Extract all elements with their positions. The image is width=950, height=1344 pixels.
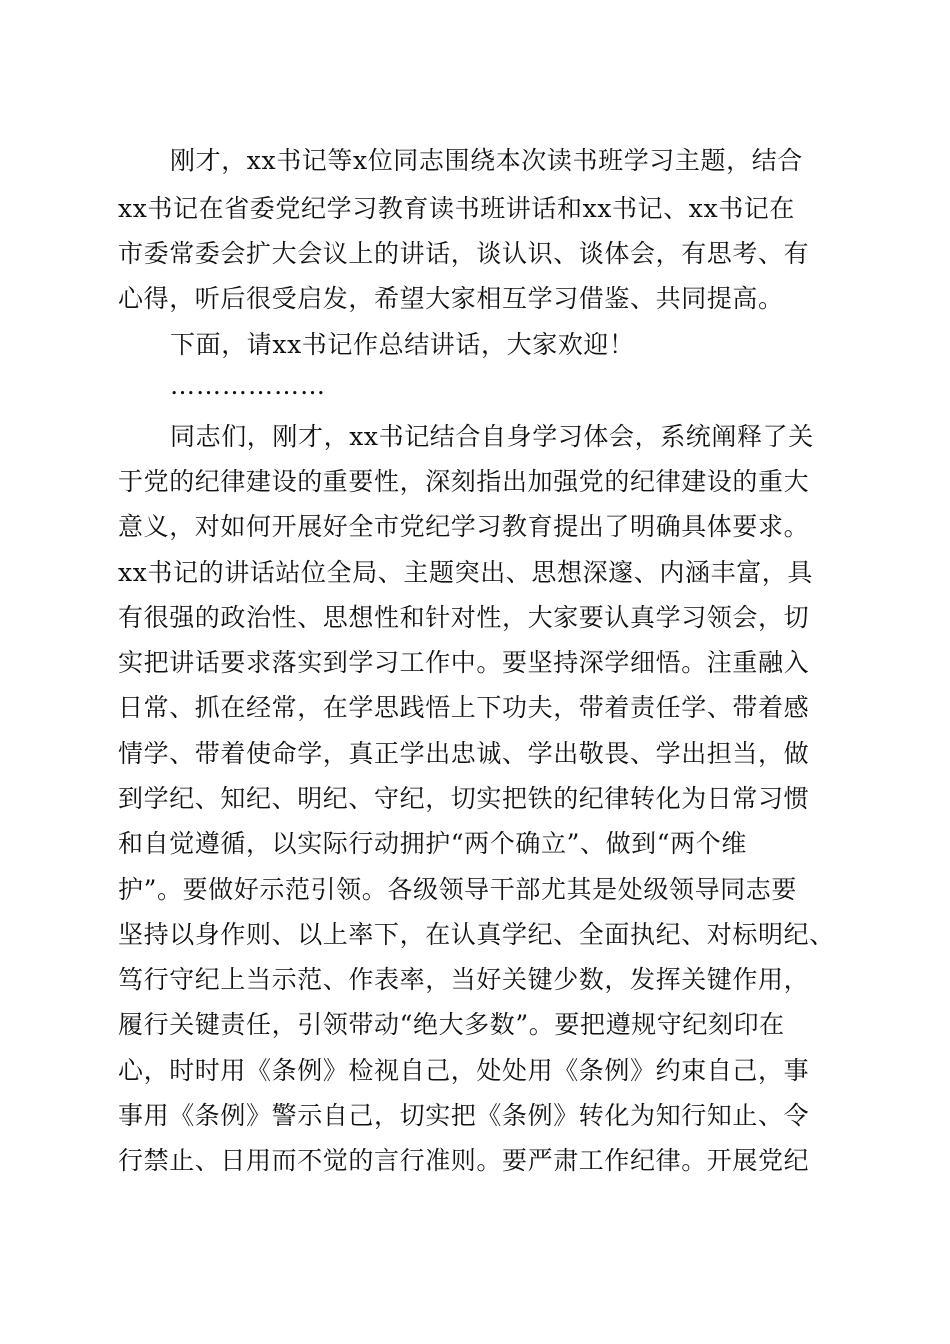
paragraph-4-line-14: 履行关键责任，引领带动“绝大多数”。要把遵规守纪刻印在: [118, 1010, 785, 1039]
paragraph-4-line-9: 到学纪、知纪、明纪、守纪，切实把铁的纪律转化为日常习惯: [118, 784, 810, 813]
paragraph-4-line-8: 情学、带着使命学，真正学出忠诚、学出敬畏、学出担当，做: [118, 739, 810, 768]
paragraph-4-line-11: 护”。要做好示范引领。各级领导干部尤其是处级领导同志要: [118, 875, 797, 904]
paragraph-4-line-12: 坚持以身作则、以上率下，在认真学纪、全面执纪、对标明纪、: [118, 920, 835, 949]
paragraph-4-line-3: 意义，对如何开展好全市党纪学习教育提出了明确具体要求。: [118, 512, 810, 541]
paragraph-4-line-15: 心，时时用《条例》检视自己，处处用《条例》约束自己，事: [118, 1056, 810, 1085]
paragraph-4-line-2: 于党的纪律建设的重要性，深刻指出加强党的纪律建设的重大: [118, 467, 810, 496]
paragraph-4-line-17: 行禁止、日用而不觉的言行准则。要严肃工作纪律。开展党纪: [118, 1146, 810, 1175]
paragraph-1-line-3: 市委常委会扩大会议上的讲话，谈认识、谈体会，有思考、有: [118, 239, 810, 268]
paragraph-4-line-10: 和自觉遵循，以实际行动拥护“两个确立”、做到“两个维: [118, 829, 747, 858]
paragraph-4-line-7: 日常、抓在经常，在学思践悟上下功夫，带着责任学、带着感: [118, 693, 810, 722]
paragraph-1-line-1: 刚才，xx书记等x位同志围绕本次读书班学习主题，结合: [170, 146, 803, 175]
ellipsis-separator: ………………: [170, 371, 326, 400]
paragraph-4-line-4: xx书记的讲话站位全局、主题突出、思想深邃、内涵丰富，具: [118, 558, 814, 587]
paragraph-1-line-4: 心得，听后很受启发，希望大家相互学习借鉴、共同提高。: [118, 284, 784, 313]
paragraph-2-line-1: 下面，请xx书记作总结讲话，大家欢迎！: [170, 330, 635, 359]
paragraph-1-line-2: xx书记在省委党纪学习教育读书班讲话和xx书记、xx书记在: [118, 194, 795, 223]
paragraph-4-line-16: 事用《条例》警示自己，切实把《条例》转化为知行知止、令: [118, 1101, 810, 1130]
paragraph-4-line-5: 有很强的政治性、思想性和针对性，大家要认真学习领会，切: [118, 603, 810, 632]
paragraph-4-line-6: 实把讲话要求落实到学习工作中。要坚持深学细悟。注重融入: [118, 648, 810, 677]
paragraph-4-line-13: 笃行守纪上当示范、作表率，当好关键少数，发挥关键作用，: [118, 965, 810, 994]
paragraph-4-line-1: 同志们，刚才，xx书记结合自身学习体会，系统阐释了关: [170, 422, 814, 451]
